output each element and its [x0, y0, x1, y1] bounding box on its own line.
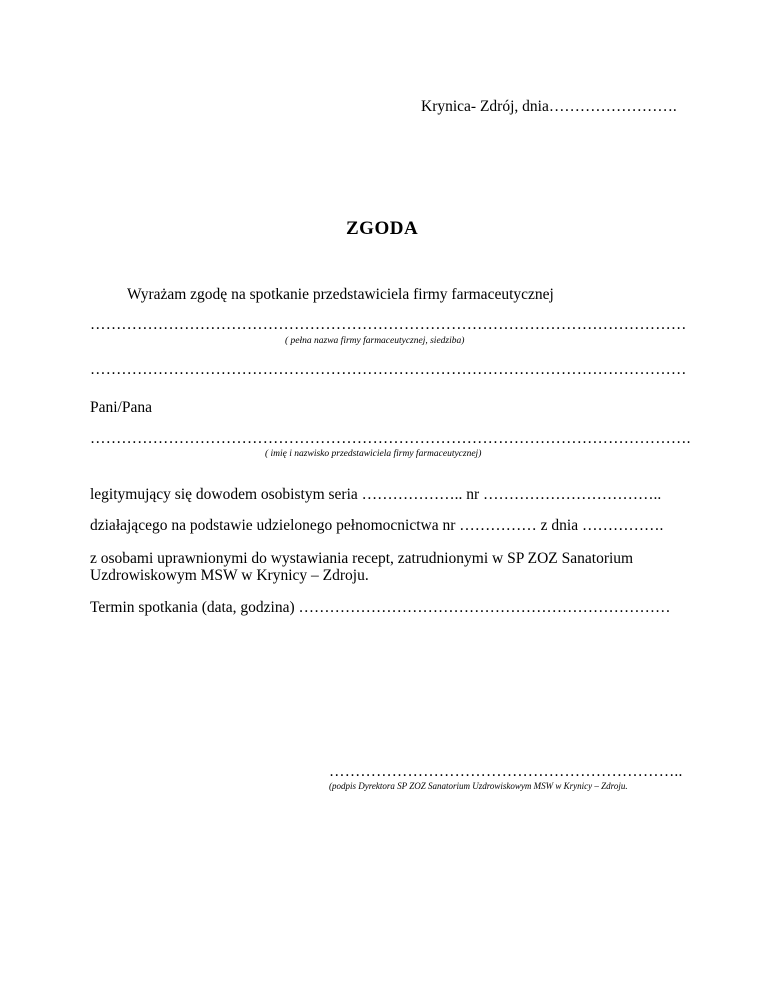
company-name-line: …………………………………………………………………………………………………… — [90, 316, 687, 333]
meeting-term-line: Termin spotkania (data, godzina) ……………………………………………………………… — [90, 599, 671, 616]
signature-caption: (podpis Dyrektora SP ZOZ Sanatorium Uzdrowiskowym MSW w Krynicy – Zdroju. — [329, 781, 628, 791]
company-address-line: …………………………………………………………………………………………………… — [90, 361, 687, 378]
pani-pana-label: Pani/Pana — [90, 399, 152, 416]
place-date: Krynica- Zdrój, dnia……………………. — [421, 98, 677, 115]
id-document-line: legitymujący się dowodem osobistym seria ……………….. nr …………………………….. — [90, 486, 662, 503]
representative-name-caption: ( imię i nazwisko przedstawiciela firmy farmaceutycznej) — [265, 449, 482, 459]
signature-line: ………………………………………………………….. — [329, 763, 683, 780]
company-name-caption: ( pełna nazwa firmy farmaceutycznej, siedziba) — [285, 336, 465, 346]
authorized-persons-line-1: z osobami uprawnionymi do wystawiania recept, zatrudnionymi w SP ZOZ Sanatorium — [90, 550, 634, 567]
representative-name-line: ……………………………………………………………………………………………………. — [90, 430, 691, 447]
intro-text: Wyrażam zgodę na spotkanie przedstawiciela firmy farmaceutycznej — [127, 286, 554, 303]
document-title: ZGODA — [346, 218, 419, 239]
proxy-line: działającego na podstawie udzielonego pełnomocnictwa nr …………… z dnia ……………. — [90, 517, 664, 534]
authorized-persons-line-2: Uzdrowiskowym MSW w Krynicy – Zdroju. — [90, 567, 369, 584]
